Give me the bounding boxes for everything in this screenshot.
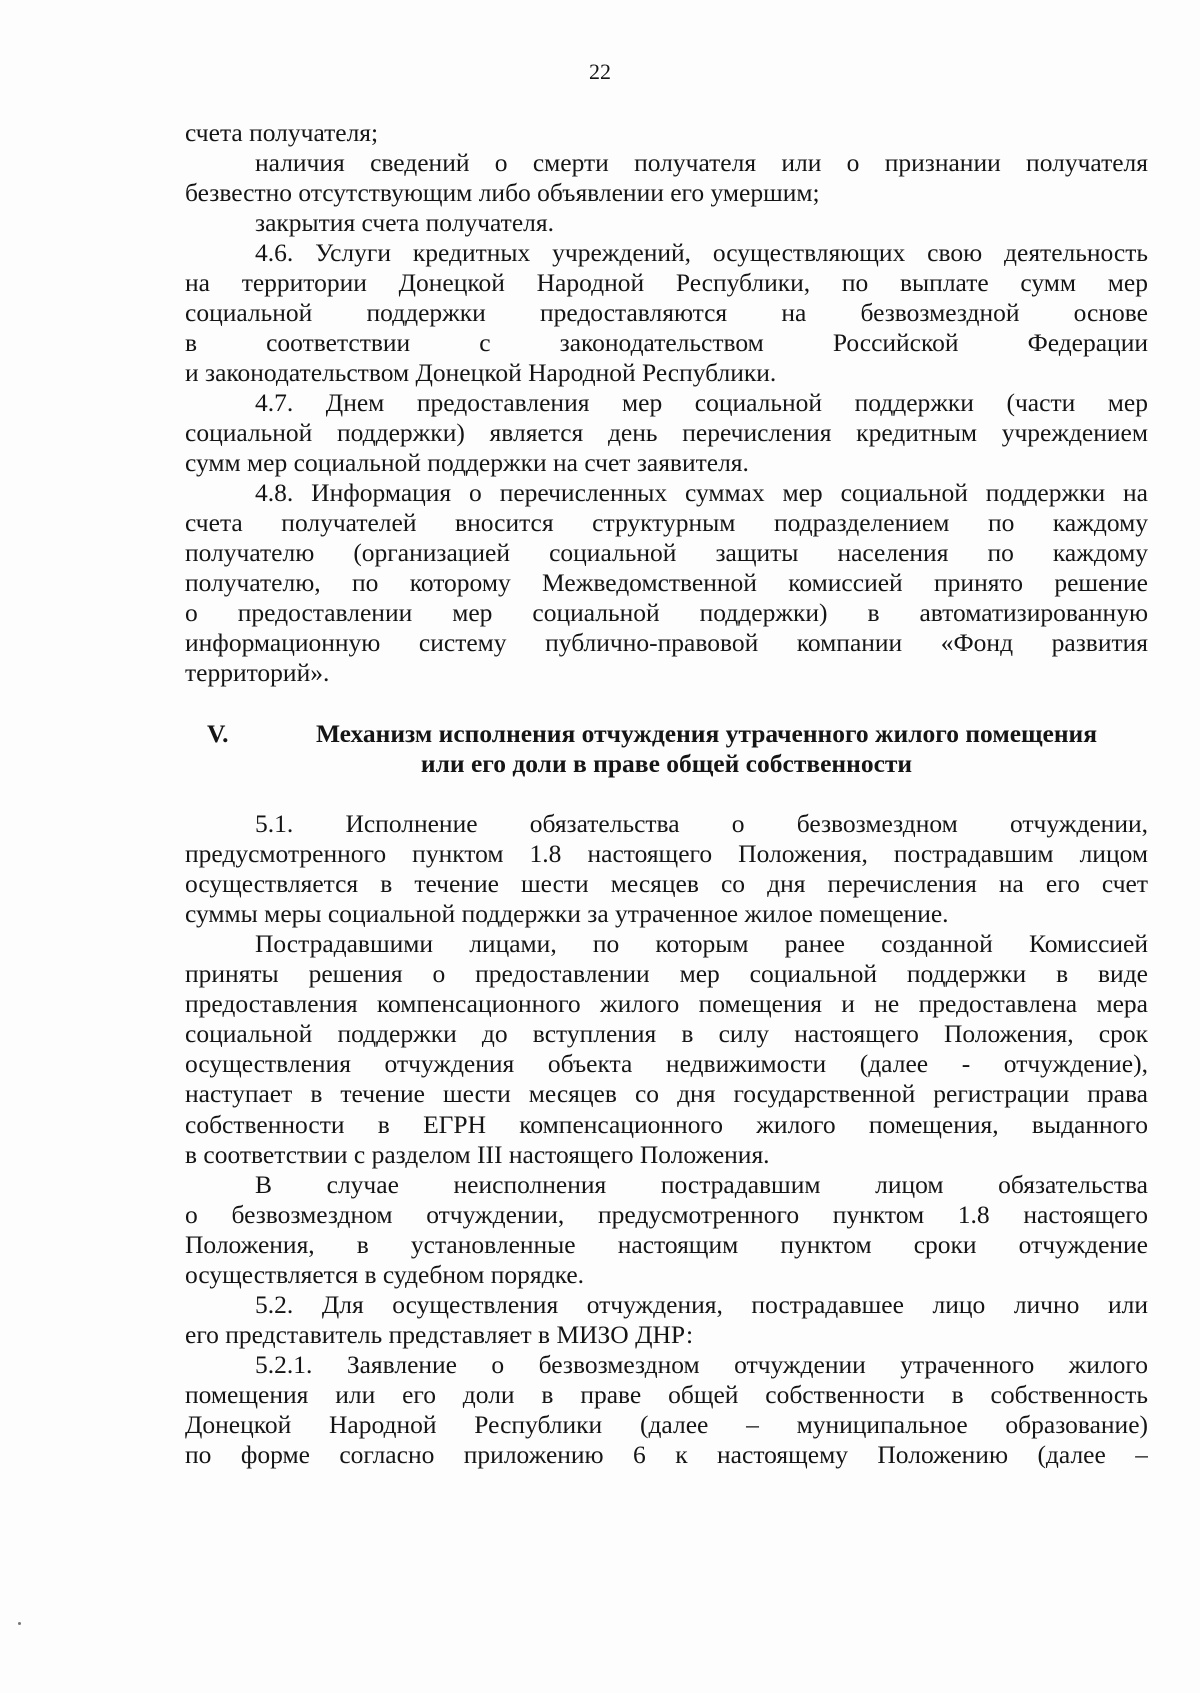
- text-line: сумм мер социальной поддержки на счет заявителя.: [185, 448, 749, 477]
- text-line: и законодательством Донецкой Народной Республики.: [185, 358, 777, 387]
- text-line: получателю, по которому Межведомственной комиссией принято решение: [185, 568, 1148, 597]
- text-line: 4.6. Услуги кредитных учреждений, осуществляющих свою деятельность: [255, 238, 1148, 267]
- text-line: по форме согласно приложению 6 к настоящему Положению (далее –: [185, 1440, 1148, 1470]
- text-line: Положения, в установленные настоящим пунктом сроки отчуждение: [185, 1229, 1148, 1259]
- text-line: 4.7. Днем предоставления мер социальной поддержки (части мер: [255, 388, 1148, 417]
- text-line: приняты решения о предоставлении мер социальной поддержки в виде: [185, 959, 1148, 989]
- text-line: В случае неисполнения пострадавшим лицом обязательства: [255, 1169, 1148, 1199]
- text-line: социальной поддержки предоставляются на безвозмездной основе: [185, 298, 1148, 327]
- text-line: социальной поддержки) является день перечисления кредитным учреждением: [185, 418, 1148, 447]
- text-line: закрытия счета получателя.: [255, 208, 554, 237]
- text-line: осуществляется в течение шести месяцев со дня перечисления на его счет: [185, 869, 1148, 899]
- text-line: 5.2. Для осуществления отчуждения, пострадавшее лицо лично или: [255, 1289, 1148, 1319]
- scan-speck: [18, 1622, 21, 1625]
- text-line: осуществления отчуждения объекта недвижимости (далее - отчуждение),: [185, 1049, 1148, 1079]
- text-line: в соответствии с разделом III настоящего Положения.: [185, 1139, 770, 1169]
- text-line: 5.1. Исполнение обязательства о безвозмездном отчуждении,: [255, 809, 1148, 838]
- text-line: осуществляется в судебном порядке.: [185, 1259, 585, 1289]
- text-line: Донецкой Народной Республики (далее – муниципальное образование): [185, 1410, 1148, 1439]
- text-line: 5.2.1. Заявление о безвозмездном отчуждении утраченного жилого: [255, 1349, 1148, 1379]
- text-line: наличия сведений о смерти получателя или о признании получателя: [255, 148, 1148, 177]
- text-line: счета получателей вносится структурным подразделением по каждому: [185, 508, 1148, 537]
- section-number: V.: [207, 719, 229, 748]
- text-line: предоставления компенсационного жилого помещения и не предоставлена мера: [185, 989, 1148, 1019]
- section-title-line-1: Механизм исполнения отчуждения утраченного жилого помещения: [315, 719, 1098, 748]
- text-line: безвестно отсутствующим либо объявлении его умершим;: [185, 178, 820, 207]
- text-line: суммы меры социальной поддержки за утраченное жилое помещение.: [185, 899, 949, 929]
- text-line: в соответствии с законодательством Российской Федерации: [185, 328, 1148, 357]
- text-line: 4.8. Информация о перечисленных суммах мер социальной поддержки на: [255, 478, 1148, 507]
- text-line: предусмотренного пунктом 1.8 настоящего Положения, пострадавшим лицом: [185, 839, 1148, 869]
- section-title-line-2: или его доли в праве общей собственности: [420, 749, 913, 778]
- text-line: на территории Донецкой Народной Республики, по выплате сумм мер: [185, 268, 1148, 297]
- text-line: его представитель представляет в МИЗО ДНР:: [185, 1319, 694, 1349]
- text-line: счета получателя;: [185, 118, 379, 147]
- text-line: наступает в течение шести месяцев со дня государственной регистрации права: [185, 1079, 1148, 1109]
- text-line: о безвозмездном отчуждении, предусмотренного пунктом 1.8 настоящего: [185, 1199, 1148, 1229]
- text-line: информационную систему публично-правовой компании «Фонд развития: [185, 628, 1148, 657]
- text-line: Пострадавшими лицами, по которым ранее созданной Комиссией: [255, 929, 1148, 959]
- text-line: о предоставлении мер социальной поддержки) в автоматизированную: [185, 598, 1148, 627]
- page-number: 22: [589, 59, 611, 84]
- text-line: территорий».: [185, 658, 330, 687]
- text-line: собственности в ЕГРН компенсационного жилого помещения, выданного: [185, 1109, 1148, 1139]
- text-line: помещения или его доли в праве общей собственности в собственность: [185, 1379, 1148, 1409]
- text-line: социальной поддержки до вступления в силу настоящего Положения, срок: [185, 1019, 1148, 1049]
- text-line: получателю (организацией социальной защиты населения по каждому: [185, 538, 1148, 567]
